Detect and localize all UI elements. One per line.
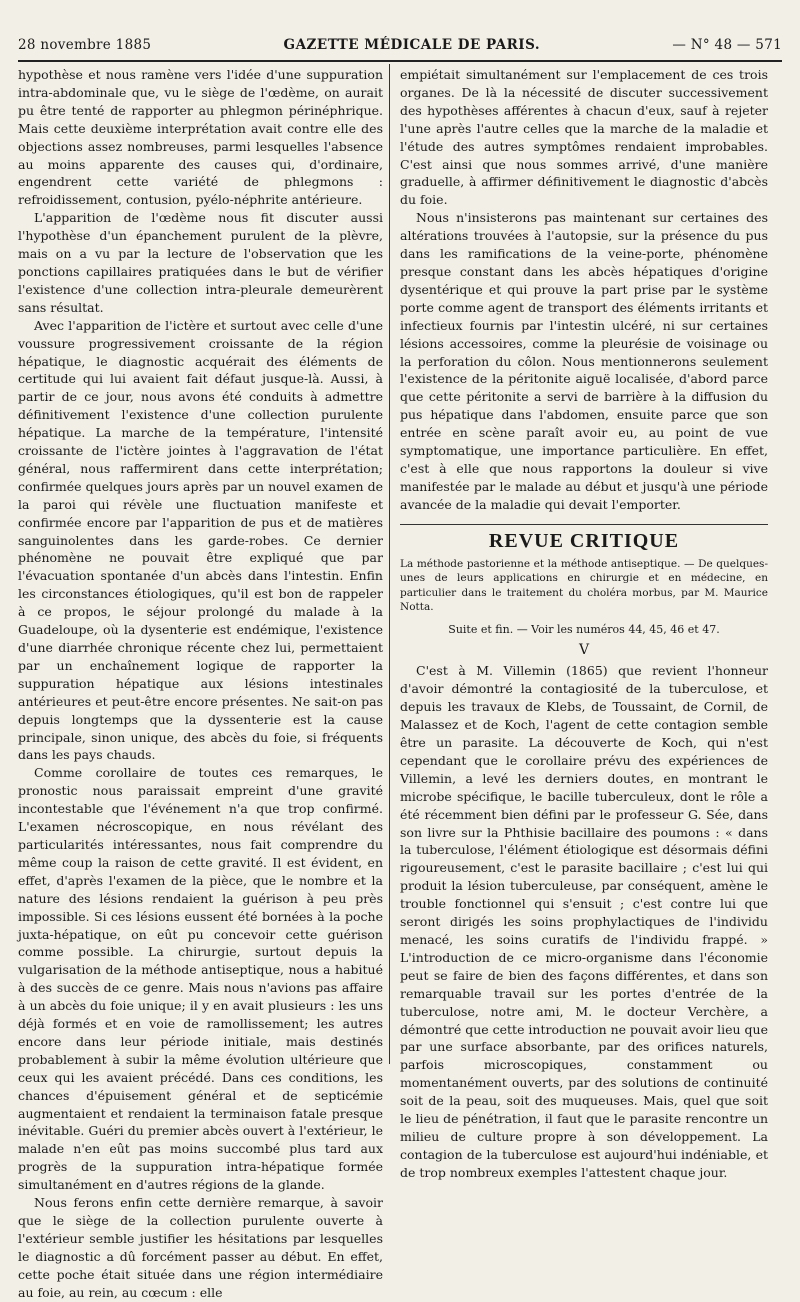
right-column [400,66,768,1182]
section-separator [400,524,768,525]
continuation-note: Suite et fin. — Voir les numéros 44, 45, 46 et 47. [448,622,720,636]
paragraph: Comme corollaire de toutes ces remarques, le pronostic nous paraissait empreint d'une gravité incontestable que l'événement n'a que trop confirmé. L'examen nécroscopique, en nous révélant des particularités intéressantes, nous fait comprendre du même coup la raison de cette gravité. Il est évident, en effet, d'après l'examen de la pièce, que le nombre et la nature des lésions rendaient la guérison à peu près impossible. Si ces lésions eussent été bornées à la poche juxta-hépatique, on eût pu concevoir cette guérison comme possible. La chirurgie, surtout depuis la vulgarisation de la méthode antiseptique, nous a habitué à des succès de ce genre. Mais nous n'avions pas affaire à un abcès du foie unique; il y en avait plusieurs : les uns déjà formés et en voie de ramollissement; les autres encore dans leur période initiale, mais destinés probablement à subir la même évolution ultérieure que ceux qui les avaient précédé. Dans ces conditions, les chances d'épuisement général et de septicémie augmentaient et rendaient la terminaison fatale presque inévitable. Guéri du premier abcès ouvert à l'extérieur, le malade n'en eût pas moins succombé plus tard aux progrès de la suppuration intra-hépatique formée simultanément en d'autres régions de la glande. [18,765,383,1193]
left-column [18,66,383,1302]
paragraph: Avec l'apparition de l'ictère et surtout avec celle d'une voussure progressivement croissante de la région hépatique, le diagnostic acquérait des éléments de certitude qui lui avaient fait défaut jusque-là. Aussi, à partir de ce jour, nous avons été conduits à admettre définitivement l'existence d'une collection purulente hépatique. La marche de la température, l'intensité croissante de l'ictère jointes à l'aggravation de l'état général, nous raffermirent dans cette interprétation; confirmée quelques jours après par un nouvel examen de la paroi qui révèle une fluctuation manifeste et confirmée encore par l'apparition de pus et de matières sanguinolentes dans les garde-robes. Ce dernier phénomène ne pouvait être expliqué que par l'évacuation spontanée d'un abcès dans l'intestin. Enfin les circonstances étiologiques, qu'il est bon de rappeler à ce propos, le séjour prolongé du malade à la Guadeloupe, où la dysenterie est endémique, l'existence d'une diarrhée chronique récente chez lui, permettaient par un enchaînement logique de rapporter la suppuration hépatique aux lésions intestinales antérieures et peut-être encore présentes. Ne sait-on pas depuis longtemps que la dyssenterie est la cause principale, sinon unique, des abcès du foie, si fréquents dans les pays chauds. [18,317,383,763]
section-title: REVUE CRITIQUE [488,529,680,552]
page-header [18,34,782,56]
chapter-number: V [578,642,590,659]
section-subtitle: La méthode pastorienne et la méthode antiseptique. — De quelques-unes de leurs applications en chirurgie et en médecine, en particulier dans le traitement du choléra morbus, par M. Maurice Notta. [400,557,768,614]
header-rule [18,60,782,62]
paragraph: empiétait simultanément sur l'emplacement de ces trois organes. De là la nécessité de discuter successivement des hypothèses afférentes à chacun d'eux, sauf à rejeter l'une après l'autre celles que la marche de la maladie et l'étude des autres symptômes rendaient improbables. C'est ainsi que nous sommes arrivé, d'une manière graduelle, à affirmer définitivement le diagnostic d'abcès du foie. [400,67,768,208]
paragraph: L'apparition de l'œdème nous fit discuter aussi l'hypothèse d'un épanchement purulent de la plèvre, mais on a vu par la lecture de l'observation que les ponctions capillaires pratiquées dans le but de vérifier l'existence d'une collection intra-pleurale demeurèrent sans résultat. [18,210,383,315]
column-divider [389,64,390,1064]
journal-title: GAZETTE MÉDICALE DE PARIS. [283,37,541,53]
issue-page-number: — N° 48 — 571 [672,37,782,53]
header-date: 28 novembre 1885 [18,37,152,53]
paragraph: hypothèse et nous ramène vers l'idée d'une suppuration intra-abdominale que, vu le siège de l'œdème, on aurait pu être tenté de rapporter au phlegmon périnéphrique. Mais cette deuxième interprétation avait contre elle des objections assez nombreuses, parmi lesquelles l'absence au moins apparente des causes qui, d'ordinaire, engendrent cette variété de phlegmons : refroidissement, contusion, pyélo-néphrite antérieure. [18,67,383,208]
paragraph: C'est à M. Villemin (1865) que revient l'honneur d'avoir démontré la contagiosité de la tuberculose, et depuis les travaux de Klebs, de Toussaint, de Cornil, de Malassez et de Koch, l'agent de cette contagion semble être un parasite. La découverte de Koch, qui n'est cependant que le corollaire prévu des expériences de Villemin, a levé les derniers doutes, en montrant le microbe spécifique, le bacille tuberculeux, dont le rôle a été récemment bien défini par le professeur G. Sée, dans son livre sur la Phthisie bacillaire des poumons : « dans la tuberculose, l'élément étiologique est désormais défini rigoureusement, c'est le parasite bacillaire ; c'est lui qui produit la lésion tuberculeuse, par conséquent, amène le trouble fonctionnel qui s'ensuit ; c'est contre lui que seront dirigés les soins prophylactiques de l'individu menacé, les soins curatifs de l'individu frappé. » L'introduction de ce micro-organisme dans l'économie peut se faire de bien des façons différentes, et dans son remarquable travail sur les portes d'entrée de la tuberculose, notre ami, M. le docteur Verchère, a démontré que cette introduction ne pouvait avoir lieu que par une surface absorbante, par des orifices naturels, parfois microscopiques, constamment ou momentanément ouverts, par des solutions de continuité soit de la peau, soit des muqueuses. Mais, quel que soit le lieu de pénétration, il faut que le parasite rencontre un milieu de culture propre à son développement. La contagion de la tuberculose est aujourd'hui indéniable, et de trop nombreux exemples l'attestent chaque jour. [400,663,768,1180]
paragraph: Nous n'insisterons pas maintenant sur certaines des altérations trouvées à l'autopsie, sur la présence du pus dans les ramifications de la veine-porte, phénomène presque constant dans les abcès hépatiques d'origine dysentérique et qui prouve la part prise par le système porte comme agent de transport des éléments irritants et infectieux fournis par l'intestin ulcéré, ni sur certaines lésions accessoires, comme la pleurésie de voisinage ou la perforation du côlon. Nous mentionnerons seulement l'existence de la péritonite aiguë localisée, d'abord parce que cette péritonite a servi de barrière à la diffusion du pus hépatique dans l'abdomen, ensuite parce que son entrée en scène paraît avoir eu, au point de vue symptomatique, une importance particulière. En effet, c'est à elle que nous rapportons la douleur si vive manifestée par le malade au début et jusqu'à une période avancée de la maladie qui devait l'emporter. [400,210,768,512]
paragraph: Nous ferons enfin cette dernière remarque, à savoir que le siège de la collection purulente ouverte à l'extérieur semble justifier les hésitations par lesquelles le diagnostic a dû forcément passer au début. En effet, cette poche était située dans une région intermédiaire au foie, au rein, au cœcum : elle [18,1195,383,1300]
